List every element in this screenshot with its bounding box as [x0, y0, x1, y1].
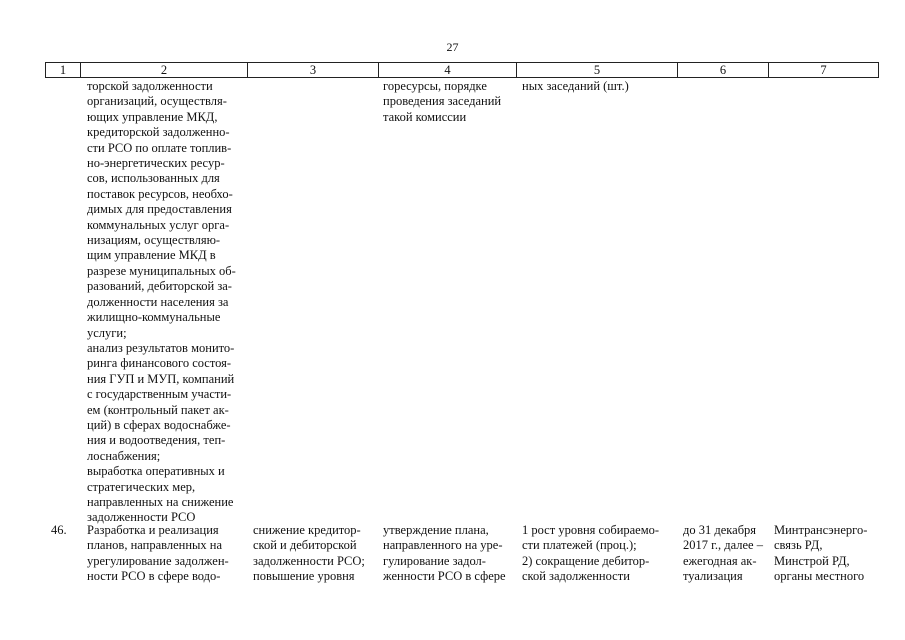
- continued-row-col4-text: горесурсы, порядке проведения заседаний такой комиссии: [383, 79, 502, 124]
- row-46-number: 46.: [51, 523, 67, 537]
- header-col-4: 4: [444, 63, 451, 77]
- row-46-col7-text: Минтрансэнерго- связь РД, Минстрой РД, органы местного: [774, 523, 868, 584]
- page-number: 27: [446, 40, 459, 54]
- row-46-col3-text: снижение кредитор- ской и дебиторской задолженности РСО; повышение уровня: [253, 523, 365, 584]
- header-col-3: 3: [309, 63, 317, 77]
- row-46-col4-text: утверждение плана, направленного на уре- гулирование задол- женности РСО в сфере: [383, 523, 506, 584]
- table-right-border: [878, 62, 879, 78]
- header-col-7: 7: [820, 63, 827, 77]
- header-col-2: 2: [160, 63, 168, 77]
- row-46-col6-text: до 31 декабря 2017 г., далее – ежегодная ак- туализация: [683, 523, 763, 584]
- header-col-6: 6: [719, 63, 727, 77]
- header-col-1: 1: [59, 63, 67, 77]
- row-46-col5-text: 1 рост уровня собираемо- сти платежей (проц.); 2) сокращение дебитор- ской задолженности: [522, 523, 660, 584]
- row-46-col2-text: Разработка и реализация планов, направленных на урегулирование задолжен- ности РСО в сфере водо-: [87, 523, 229, 584]
- continued-row-col5-text: ных заседаний (шт.): [522, 79, 629, 93]
- continued-row-col2-text: торской задолженности организаций, осуществля- ющих управление МКД, кредиторской задолженно- сти РСО по оплате топлив- но-энергетических ресур- сов, использованных для поставок ресурсов, необхо- димых для предоставления коммунальных услуг орга- низациям, осуществляю- щим управление МКД в разрезе муниципальных об- разований, дебиторской за- долженности населения за жилищно-коммунальные услуги; анализ результатов монито- ринга финансового состоя- ния ГУП и МУП, компаний с государственным участи- ем (контрольный пакет ак- ций) в сферах водоснабже- ния и водоотведения, теп- лоснабжения; выработка оперативных и стратегических мер, направленных на снижение задолженности РСО: [87, 79, 236, 525]
- header-col-5: 5: [593, 63, 601, 77]
